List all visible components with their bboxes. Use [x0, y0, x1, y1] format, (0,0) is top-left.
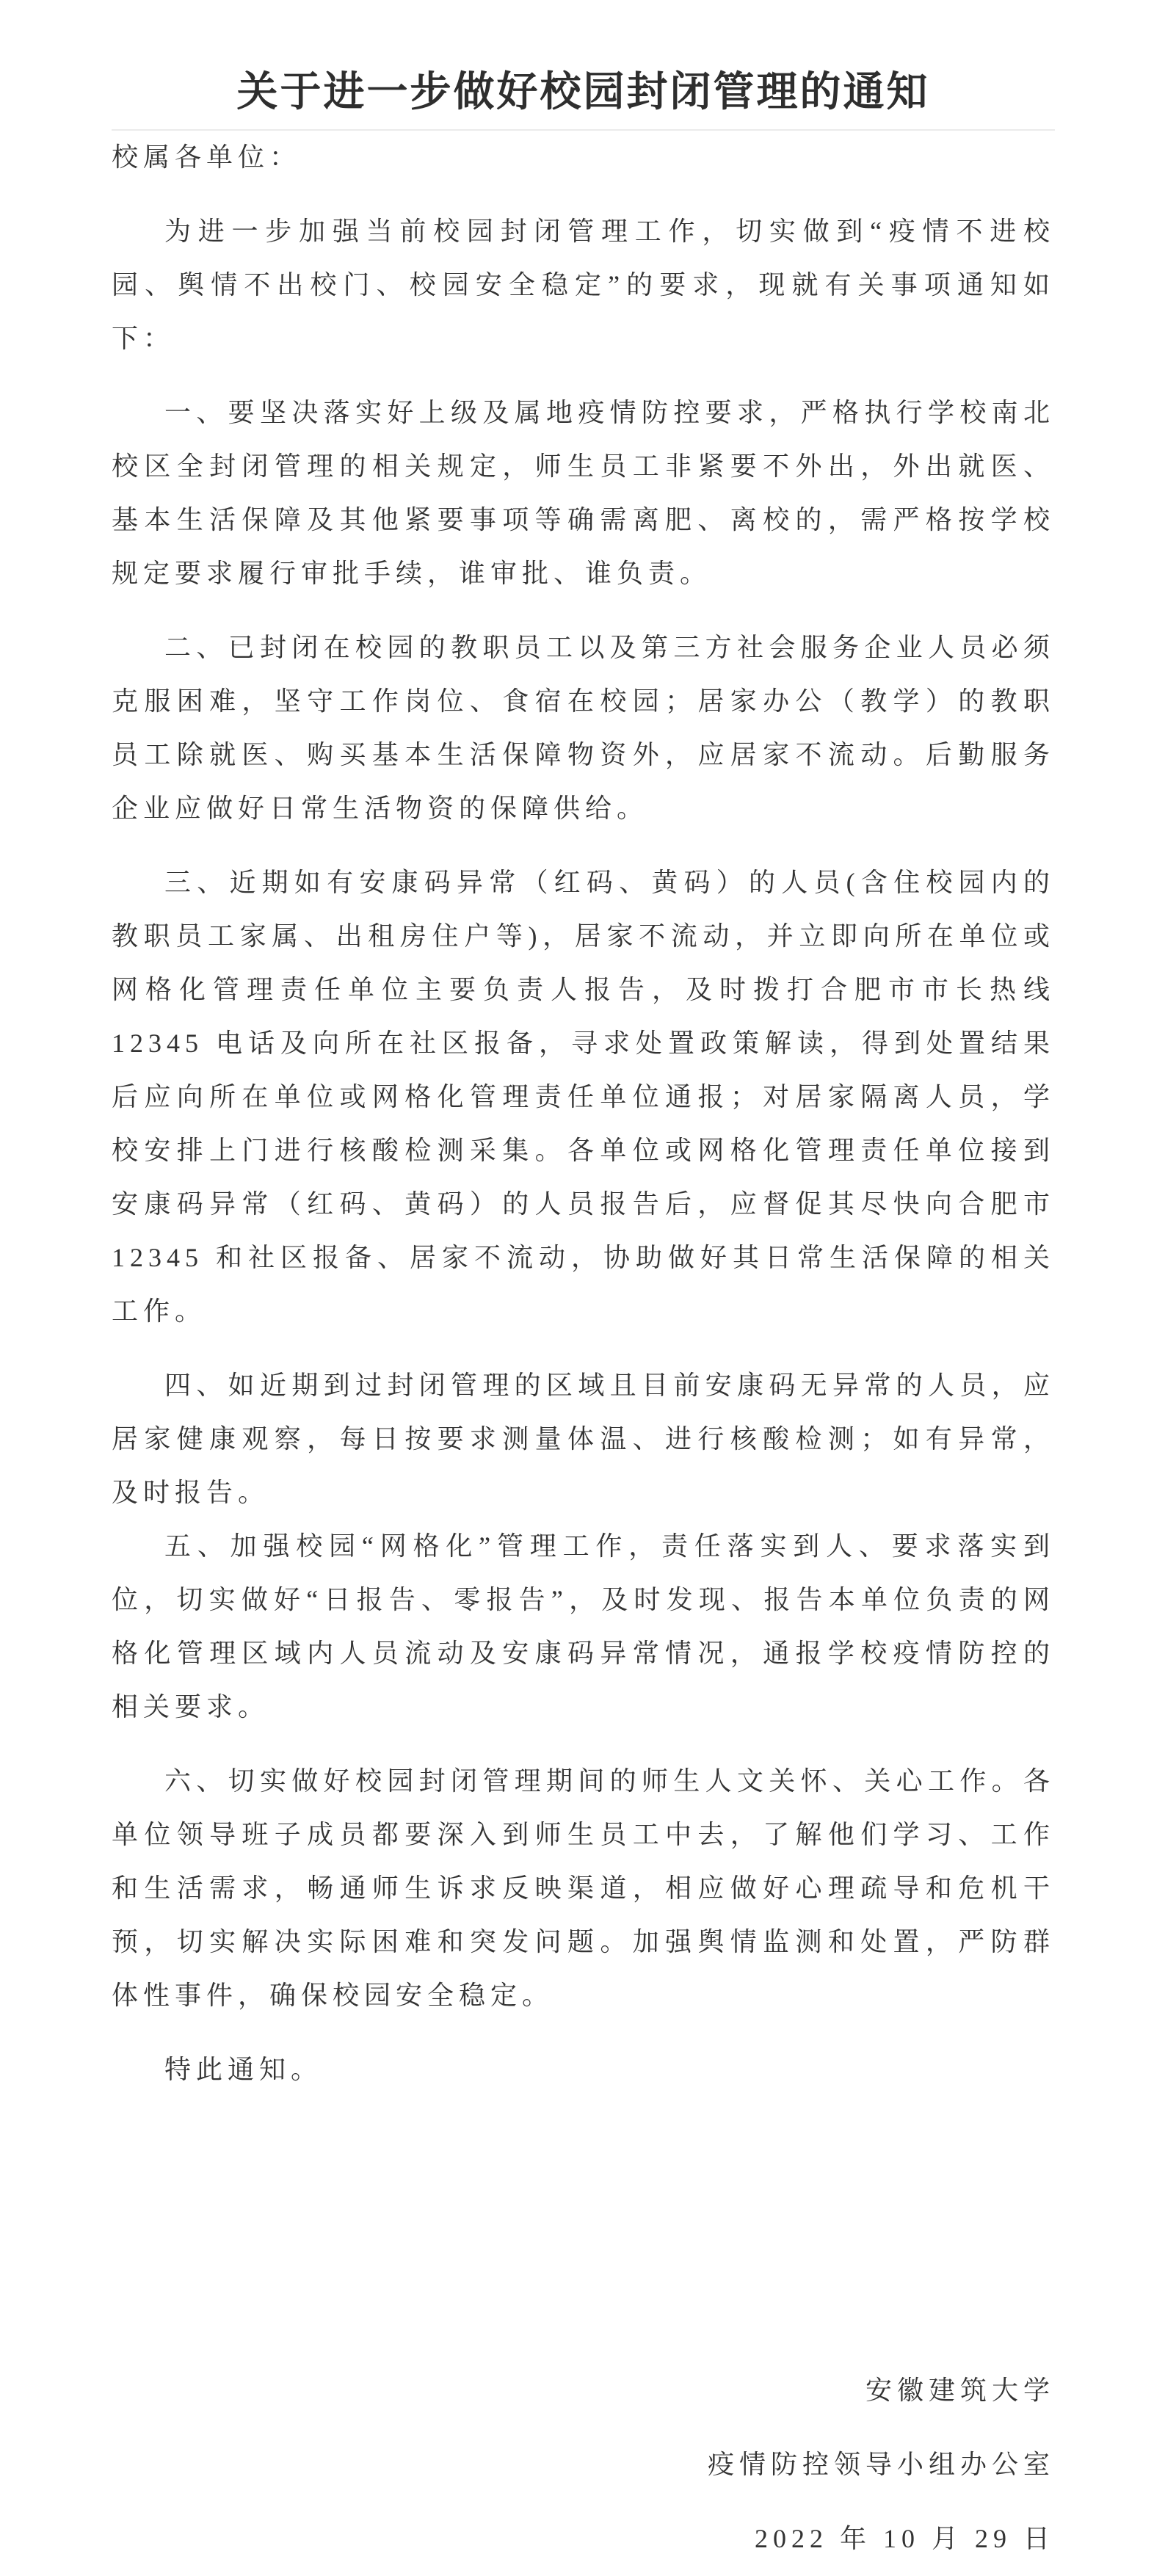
- notice-item-6: 六、切实做好校园封闭管理期间的师生人文关怀、关心工作。各单位领导班子成员都要深入到师生员工中去，了解他们学习、工作和生活需求，畅通师生诉求反映渠道，相应做好心理疏导和危机干预，切实解决实际困难和突发问题。加强舆情监测和处置，严防群体性事件，确保校园安全稳定。: [112, 1766, 1055, 2010]
- notice-item-5: 五、加强校园“网格化”管理工作，责任落实到人、要求落实到位，切实做好“日报告、零报告”，及时发现、报告本单位负责的网格化管理区域内人员流动及安康码异常情况，通报学校疫情防控的相关要求。: [112, 1531, 1055, 1721]
- closing-note: 特此通知。: [164, 2055, 323, 2084]
- signature-block: [112, 2354, 1055, 2576]
- document-body: [112, 131, 1055, 2097]
- notice-item-2: 二、已封闭在校园的教职员工以及第三方社会服务企业人员必须克服困难，坚守工作岗位、食宿在校园；居家办公（教学）的教职员工除就医、购买基本生活保障物资外，应居家不流动。后勤服务企业应做好日常生活物资的保障供给。: [112, 633, 1055, 823]
- signature-office: 疫情防控领导小组办公室: [707, 2450, 1055, 2479]
- document-title: 关于进一步做好校园封闭管理的通知: [236, 70, 930, 115]
- notice-item-3: 三、近期如有安康码异常（红码、黄码）的人员(含住校园内的教职员工家属、出租房住户等)，居家不流动，并立即向所在单位或网格化管理责任单位主要负责人报告，及时拨打合肥市市长热线 12345 电话及向所在社区报备，寻求处置政策解读，得到处置结果后应向所在单位或网格化管理责任单位通报；对居家隔离人员，学校安排上门进行核酸检测采集。各单位或网格化管理责任单位接到安康码异常（红码、黄码）的人员报告后，应督促其尽快向合肥市 12345 和社区报备、居家不流动，协助做好其日常生活保障的相关工作。: [112, 868, 1055, 1326]
- salutation: 校属各单位：: [112, 142, 302, 172]
- notice-item-4: 四、如近期到过封闭管理的区域且目前安康码无异常的人员，应居家健康观察，每日按要求测量体温、进行核酸检测；如有异常，及时报告。: [112, 1371, 1055, 1507]
- notice-document: [112, 0, 1055, 2576]
- notice-item-1: 一、要坚决落实好上级及属地疫情防控要求，严格执行学校南北校区全封闭管理的相关规定，师生员工非紧要不外出，外出就医、基本生活保障及其他紧要事项等确需离肥、离校的，需严格按学校规定要求履行审批手续，谁审批、谁负责。: [112, 398, 1055, 588]
- signature-date: 2022 年 10 月 29 日: [754, 2524, 1055, 2553]
- intro-paragraph: 为进一步加强当前校园封闭管理工作，切实做到“疫情不进校园、舆情不出校门、校园安全稳定”的要求，现就有关事项通知如下：: [112, 217, 1055, 353]
- signature-org: 安徽建筑大学: [865, 2376, 1055, 2405]
